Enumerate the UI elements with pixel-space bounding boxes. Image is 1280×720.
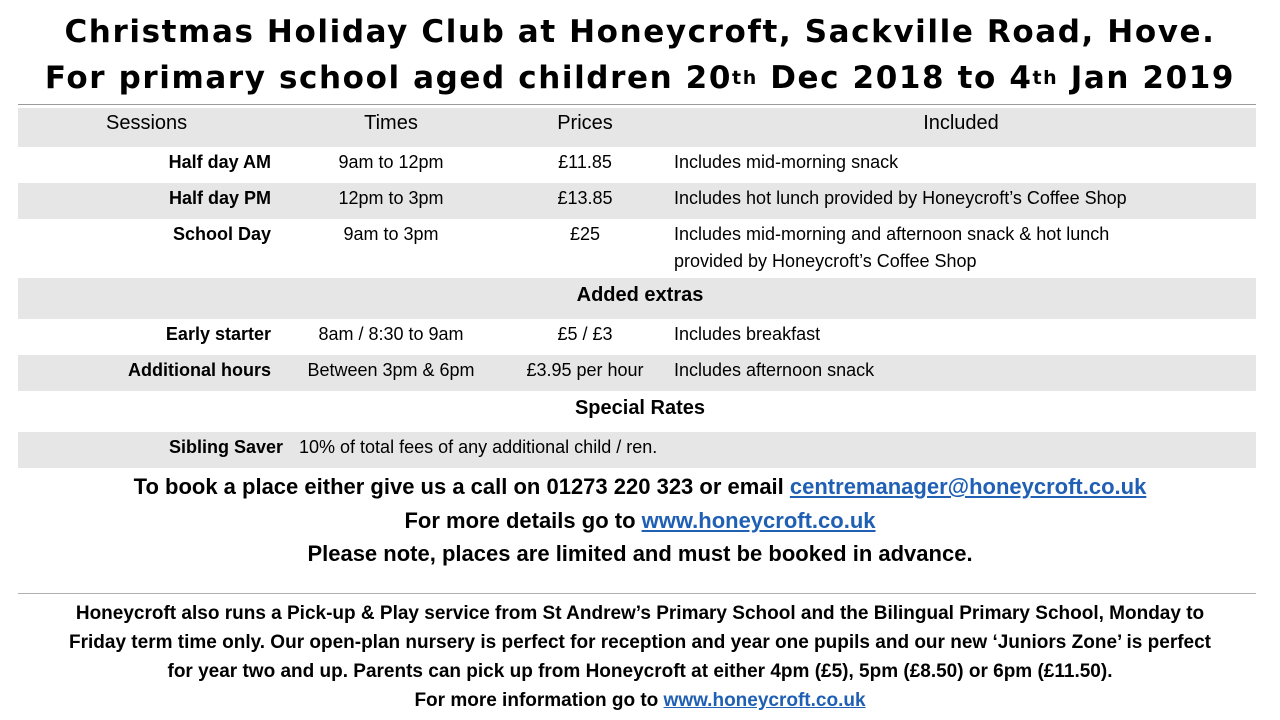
extra-included: Includes afternoon snack xyxy=(674,360,875,380)
session-time: 9am to 12pm xyxy=(338,152,444,172)
extra-name: Additional hours xyxy=(128,360,271,380)
header-prices: Prices xyxy=(557,112,613,134)
extra-name: Early starter xyxy=(165,324,271,344)
subtitle-part-1: For primary school aged children 20 xyxy=(44,60,733,96)
footer-divider xyxy=(18,593,1256,594)
title-divider xyxy=(18,104,1256,105)
footer-website-link[interactable]: www.honeycroft.co.uk xyxy=(663,690,866,711)
footer-info-line xyxy=(0,687,1280,715)
email-link[interactable]: centremanager@honeycroft.co.uk xyxy=(789,474,1147,499)
booking-text: To book a place either give us a call on 01273 220 323 or email xyxy=(133,474,790,499)
page-title: Christmas Holiday Club at Honeycroft, Sackville Road, Hove. xyxy=(64,14,1216,50)
footer-line: Friday term time only. Our open-plan nursery is perfect for reception and year one pupils and our new ‘Juniors Zone’ is perfect xyxy=(69,632,1211,653)
session-time: 12pm to 3pm xyxy=(338,188,444,208)
note-line: Please note, places are limited and must be booked in advance. xyxy=(307,541,973,566)
extra-price: £3.95 per hour xyxy=(526,360,644,380)
subtitle-part-3: Jan 2019 xyxy=(1058,60,1236,96)
subtitle-part-2: Dec 2018 to 4 xyxy=(757,60,1033,96)
session-included-cont: provided by Honeycroft’s Coffee Shop xyxy=(674,251,977,271)
special-text: 10% of total fees of any additional child / ren. xyxy=(299,437,658,457)
header-sessions: Sessions xyxy=(106,112,188,134)
session-price: £13.85 xyxy=(557,188,613,208)
page-subtitle xyxy=(0,60,1280,96)
session-price: £11.85 xyxy=(558,152,612,172)
session-included: Includes mid-morning and afternoon snack & hot lunch xyxy=(674,224,1110,244)
ordinal-suffix: th xyxy=(732,67,758,89)
extras-heading: Added extras xyxy=(576,284,704,306)
details-text: For more details go to xyxy=(404,508,642,533)
session-name: Half day AM xyxy=(168,152,271,172)
website-link[interactable]: www.honeycroft.co.uk xyxy=(641,508,876,533)
extra-included: Includes breakfast xyxy=(674,324,821,344)
session-name: School Day xyxy=(172,224,271,244)
extra-price: £5 / £3 xyxy=(557,324,613,344)
footer-line: Honeycroft also runs a Pick-up & Play service from St Andrew’s Primary School and the Bilingual Primary School, Monday to xyxy=(75,603,1205,624)
session-included: Includes mid-morning snack xyxy=(674,152,899,172)
special-label: Sibling Saver xyxy=(168,437,283,457)
session-price: £25 xyxy=(569,224,601,244)
footer-info-text: For more information go to xyxy=(414,690,664,711)
session-time: 9am to 3pm xyxy=(343,224,439,244)
ordinal-suffix: th xyxy=(1032,67,1059,89)
special-heading: Special Rates xyxy=(574,397,706,419)
footer-line: for year two and up. Parents can pick up from Honeycroft at either 4pm (£5), 5pm (£8.50) or 6pm (£11.50). xyxy=(167,661,1113,682)
details-line xyxy=(0,507,1280,535)
booking-line xyxy=(0,473,1280,501)
extra-time: 8am / 8:30 to 9am xyxy=(318,324,464,344)
extra-time: Between 3pm & 6pm xyxy=(307,360,475,380)
session-name: Half day PM xyxy=(168,188,271,208)
header-times: Times xyxy=(364,112,418,134)
header-included: Included xyxy=(923,112,999,134)
session-included: Includes hot lunch provided by Honeycroft’s Coffee Shop xyxy=(674,188,1127,208)
